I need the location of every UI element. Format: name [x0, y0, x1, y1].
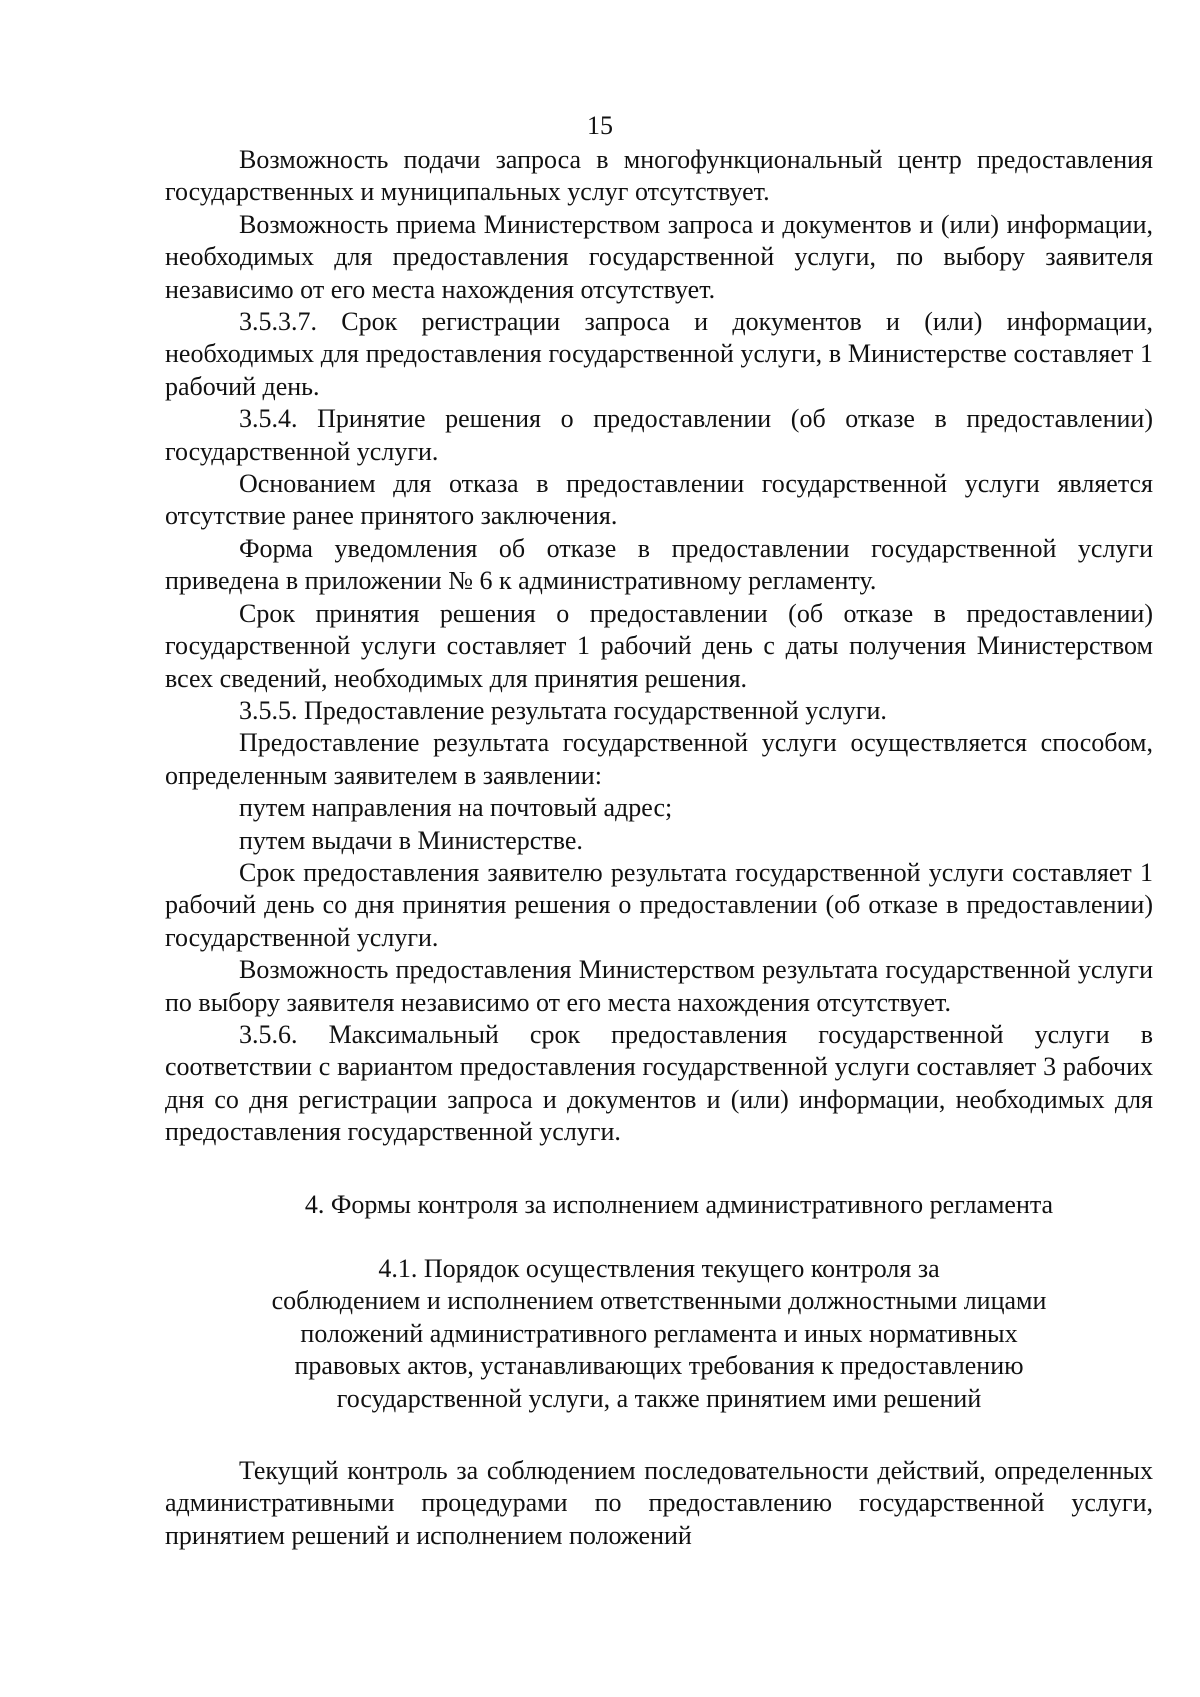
paragraph-current-control: Текущий контроль за соблюдением последовательности действий, определенных административными процедурами по предоставлению государственной услуги, принятием решений и исполнением положений [165, 1456, 1153, 1550]
page-number: 15 [587, 111, 613, 140]
subsection-heading-line: положений административного регламента и иных нормативных [300, 1318, 1018, 1348]
paragraph-3-5-4: 3.5.4. Принятие решения о предоставлении (об отказе в предоставлении) государственной услуги. [165, 404, 1153, 466]
paragraph-decision-term: Срок принятия решения о предоставлении (об отказе в предоставлении) государственной услуги составляет 1 рабочий день с даты получения Министерством всех сведений, необходимых для принятия решения. [165, 598, 1153, 693]
paragraph-3-5-5: 3.5.5. Предоставление результата государственной услуги. [239, 695, 887, 725]
paragraph-3-5-6: 3.5.6. Максимальный срок предоставления государственной услуги в соответствии с вариантом предоставления государственной услуги составляет 3 рабочих дня со дня регистрации запроса и документов и (или) информации, необходимых для предоставления государственной услуги. [165, 1019, 1153, 1147]
paragraph-request-by-choice: Возможность приема Министерством запроса и документов и (или) информации, необходимых для предоставления государственной услуги, по выбору заявителя независимо от его места нахождения отсутствует. [165, 209, 1153, 304]
document-body [165, 144, 1153, 1552]
paragraph-result-by-choice: Возможность предоставления Министерством результата государственной услуги по выбору заявителя независимо от его места нахождения отсутствует. [165, 955, 1153, 1017]
list-item-postal: путем направления на почтовый адрес; [239, 793, 673, 823]
paragraph-3-5-3-7: 3.5.3.7. Срок регистрации запроса и документов и (или) информации, необходимых для предоставления государственной услуги, в Министерстве составляет 1 рабочий день. [165, 307, 1153, 401]
subsection-heading-line: соблюдением и исполнением ответственными должностными лицами [271, 1286, 1047, 1316]
list-item-ministry: путем выдачи в Министерстве. [239, 825, 583, 855]
paragraph-result-method: Предоставление результата государственной услуги осуществляется способом, определенным заявителем в заявлении: [165, 728, 1153, 790]
subsection-heading-line: 4.1. Порядок осуществления текущего контроля за [378, 1254, 940, 1283]
paragraph-refusal-grounds: Основанием для отказа в предоставлении государственной услуги является отсутствие ранее принятого заключения. [165, 469, 1153, 531]
paragraph-mfc-request: Возможность подачи запроса в многофункциональный центр предоставления государственных и муниципальных услуг отсутствует. [165, 145, 1153, 207]
paragraph-refusal-form: Форма уведомления об отказе в предоставлении государственной услуги приведена в приложении № 6 к административному регламенту. [165, 533, 1153, 596]
subsection-heading-line: государственной услуги, а также принятием ими решений [336, 1383, 982, 1413]
subsection-heading-line: правовых актов, устанавливающих требования к предоставлению [294, 1351, 1024, 1381]
section-heading: 4. Формы контроля за исполнением административного регламента [304, 1189, 1054, 1219]
paragraph-result-term: Срок предоставления заявителю результата государственной услуги составляет 1 рабочий день со дня принятия решения о предоставлении (об отказе в предоставлении) государственной услуги. [165, 857, 1153, 952]
subsection-heading [219, 1253, 1099, 1415]
